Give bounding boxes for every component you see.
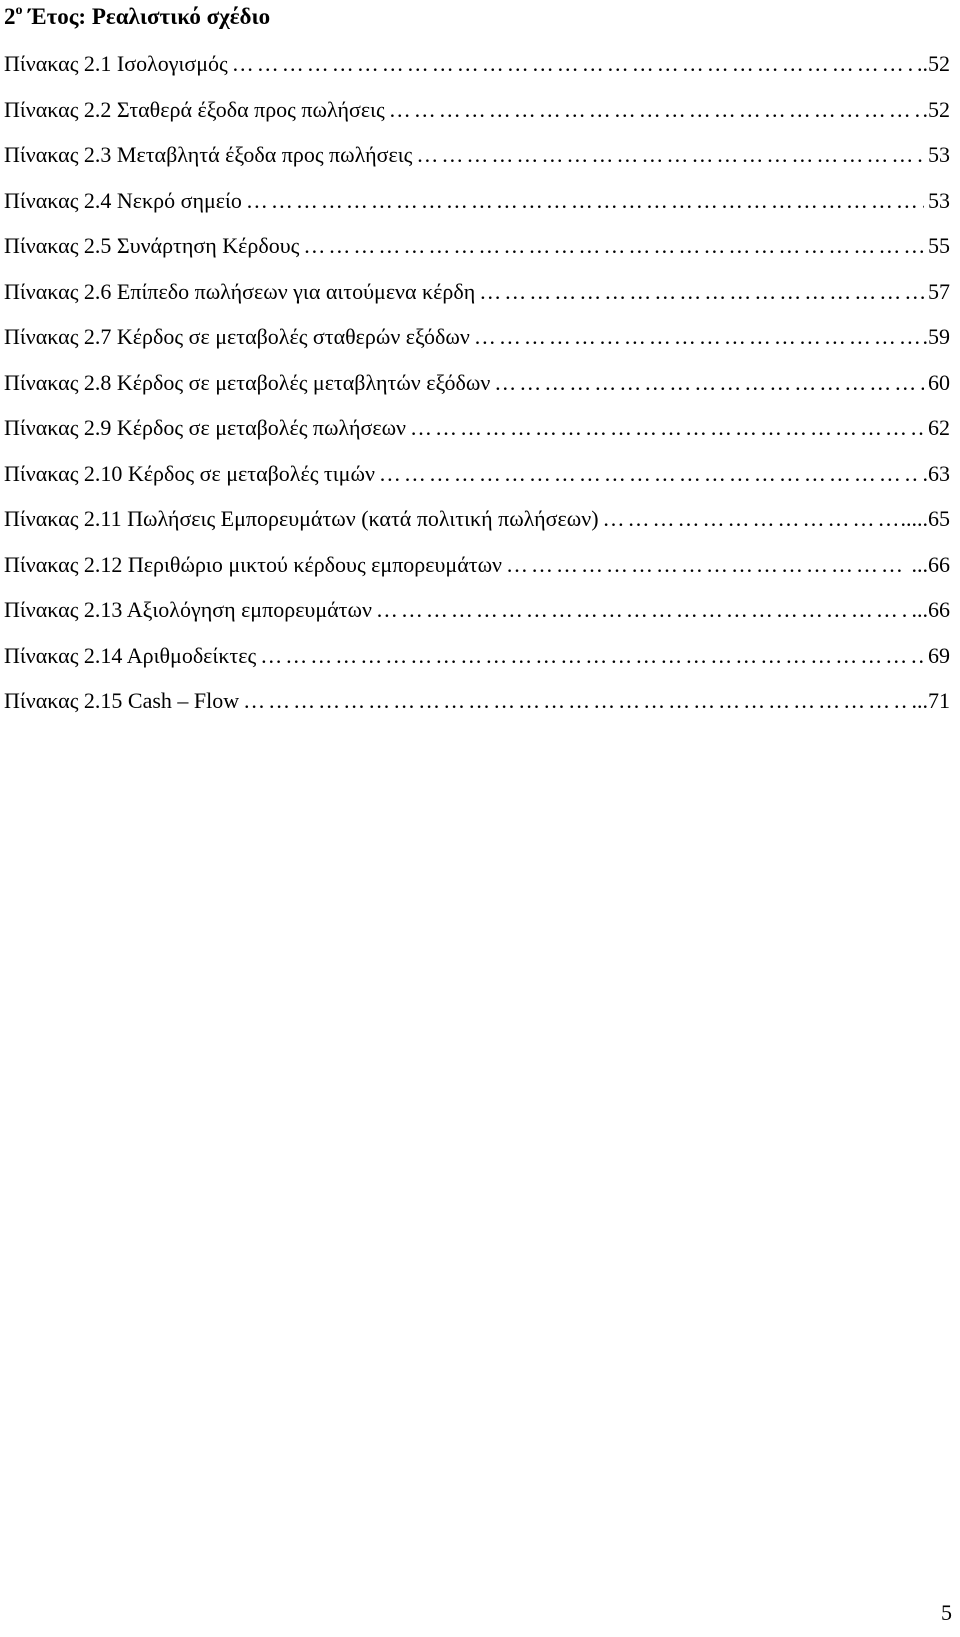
heading-title: Έτος: Ρεαλιστικό σχέδιο (28, 4, 271, 29)
page-number: 5 (941, 1600, 952, 1625)
dot-leader (494, 368, 924, 398)
toc-entry-label: Πίνακας 2.12 Περιθώριο μικτού κέρδους εμπορευμάτων (4, 551, 502, 577)
dot-leader (603, 504, 897, 534)
toc-entry-label: Πίνακας 2.14 Αριθμοδείκτες (4, 642, 257, 668)
toc-entry-page: 69 (928, 642, 950, 668)
toc-entry-label: Πίνακας 2.11 Πωλήσεις Εμπορευμάτων (κατά πολιτική πωλήσεων) (4, 506, 599, 531)
toc-entry-page: 57 (928, 278, 950, 304)
toc-entry-label: Πίνακας 2.3 Μεταβλητά έξοδα προς πωλήσεις (4, 142, 413, 167)
dot-leader (474, 322, 919, 352)
toc-entry[interactable] (4, 595, 950, 641)
toc-entry[interactable] (4, 231, 950, 277)
toc-entry-page: 55 (928, 233, 950, 258)
toc-entry[interactable] (4, 186, 950, 232)
dot-leader (243, 686, 907, 716)
toc-entry[interactable] (4, 459, 950, 505)
toc-entry[interactable] (4, 686, 950, 732)
dot-leader (376, 595, 908, 625)
toc-entry-label: Πίνακας 2.8 Κέρδος σε μεταβολές μεταβλητών εξόδων (4, 369, 491, 395)
toc-entry[interactable] (4, 95, 950, 141)
toc-entry-label: Πίνακας 2.5 Συνάρτηση Κέρδους (4, 233, 300, 258)
toc-entry-label: Πίνακας 2.1 Ισολογισμός (4, 51, 228, 76)
toc-entry-page: ...71 (911, 688, 950, 713)
toc-entry-label: Πίνακας 2.2 Σταθερά έξοδα προς πωλήσεις (4, 96, 385, 122)
toc-entry[interactable] (4, 641, 950, 687)
toc-entry-page: ...66 (911, 551, 950, 577)
toc-entry-page: 53 (928, 142, 950, 167)
toc-entry[interactable] (4, 504, 950, 550)
toc-entry-page: ...66 (911, 597, 950, 622)
toc-entry[interactable] (4, 277, 950, 323)
toc-entry[interactable] (4, 322, 950, 368)
toc-entry-page: .....65 (900, 506, 950, 531)
toc-entry[interactable] (4, 140, 950, 186)
toc-entry-page: .59 (922, 324, 950, 349)
heading-number: 2 (4, 4, 16, 29)
toc-entry[interactable] (4, 550, 950, 596)
toc-entry-label: Πίνακας 2.15 Cash – Flow (4, 688, 240, 713)
toc-entry-page: 53 (928, 187, 950, 213)
heading-superscript: ο (15, 3, 23, 18)
table-of-tables (4, 49, 950, 732)
dot-leader (389, 95, 919, 125)
dot-leader (303, 231, 924, 261)
dot-leader (479, 277, 924, 307)
toc-entry-label: Πίνακας 2.7 Κέρδος σε μεταβολές σταθερών εξόδων (4, 324, 470, 349)
dot-leader (506, 550, 908, 580)
toc-entry-page: ..52 (917, 51, 950, 76)
section-heading (4, 2, 270, 32)
dot-leader (416, 140, 924, 170)
toc-entry-label: Πίνακας 2.4 Νεκρό σημείο (4, 187, 242, 213)
toc-entry-page: .63 (922, 460, 950, 486)
dot-leader (246, 186, 924, 216)
dot-leader (232, 49, 913, 79)
dot-leader (379, 459, 919, 489)
toc-entry-label: Πίνακας 2.6 Επίπεδο πωλήσεων για αιτούμενα κέρδη (4, 278, 476, 304)
toc-entry[interactable] (4, 413, 950, 459)
dot-leader (410, 413, 924, 443)
toc-entry-page: 62 (928, 415, 950, 440)
dot-leader (260, 641, 924, 671)
toc-entry-label: Πίνακας 2.9 Κέρδος σε μεταβολές πωλήσεων (4, 415, 406, 440)
toc-entry[interactable] (4, 49, 950, 95)
toc-entry-label: Πίνακας 2.13 Αξιολόγηση εμπορευμάτων (4, 597, 372, 622)
toc-entry[interactable] (4, 368, 950, 414)
toc-entry-page: 60 (928, 369, 950, 395)
toc-entry-page: .52 (922, 96, 950, 122)
toc-entry-label: Πίνακας 2.10 Κέρδος σε μεταβολές τιμών (4, 460, 375, 486)
